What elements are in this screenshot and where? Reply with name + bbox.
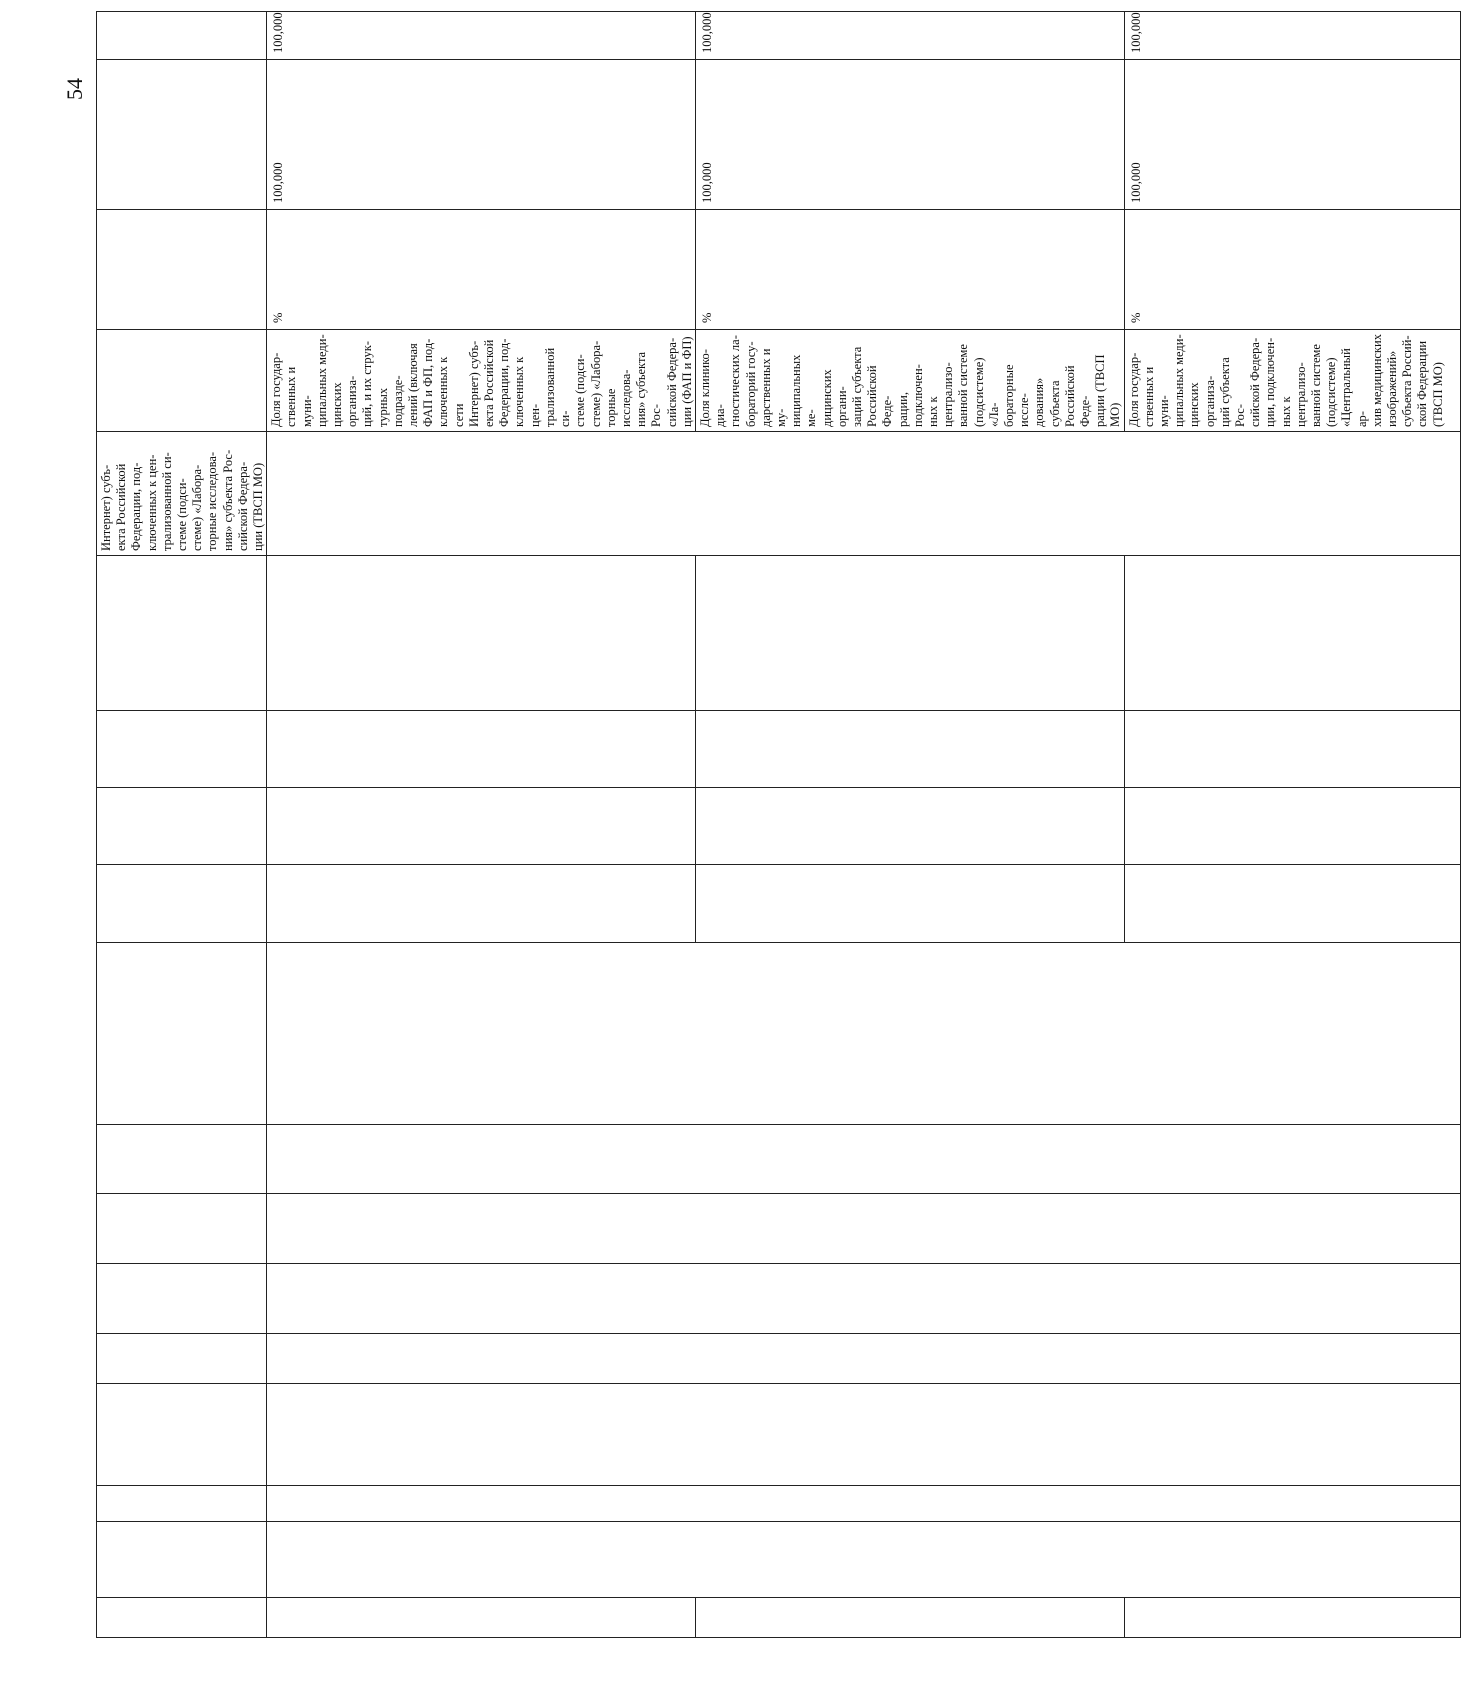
unit-cell — [97, 330, 267, 432]
table-row — [267, 12, 696, 1638]
indicator-text: Доля государ- ственных и муни- ципальных меди- цинских организа- ций субъекта Рос- сийской Федера- ции, подключен- ных к централизо- ванной системе (подсистеме) «Центральный ар- хив медицинских изображений» субъекта Россий- ской Федерации (ТВСП МО) — [1126, 334, 1445, 427]
unit-text — [97, 330, 101, 431]
value-text: 100,000 — [699, 12, 714, 53]
value-text: 100,000 — [1128, 12, 1143, 53]
page-number: 54 — [62, 78, 87, 100]
rotated-table-frame — [96, 12, 1445, 1638]
unit-text: % — [699, 312, 714, 323]
value-text: 100,000 — [1128, 162, 1143, 203]
indicator-text: Доля государ- ственных и муни- ципальных меди- цинских организа- ций, и их струк- турных подразде- лений (включая ФАП и ФП, под- ключенных к сети Интернет) субъ- екта Российской Федерации, под- ключенных к цен- трализованной си- стеме (подси- стеме) «Лабора- торные исследова- ния» субъекта Рос- сийской Федера- ции (ФАП и ФП) — [269, 334, 694, 427]
indicator-cell — [695, 330, 1124, 432]
value-cell — [267, 60, 696, 210]
unit-cell — [1124, 210, 1460, 330]
indicators-table — [96, 11, 1461, 1638]
value-text: 100,000 — [271, 12, 286, 53]
indicator-cell — [1124, 330, 1460, 432]
value-text — [97, 60, 101, 209]
value-cell — [695, 60, 1124, 210]
indicator-cell — [97, 432, 267, 556]
value-cell — [1124, 60, 1460, 210]
value-text — [97, 210, 101, 329]
value-text: 100,000 — [271, 162, 286, 203]
indicator-text: Доля клинико-диа- гностических ла- бораторий госу- дарственных и му- ниципальных ме- дицинских органи- заций субъекта Российской Феде- рации, подключен- ных к централизо- ванной системе (подсистеме) «Ла- бораторные иссле- дования» субъекта Российской Феде- рации (ТВСП МО) — [697, 335, 1123, 427]
value-cell — [97, 210, 267, 330]
value-cell — [267, 12, 696, 60]
unit-text: % — [1128, 312, 1143, 323]
unit-cell — [267, 210, 696, 330]
unit-cell — [695, 210, 1124, 330]
indicator-text: Интернет) субъ- екта Российской Федерации, под- ключенных к цен- трализованной си- стеме (подси- стеме) «Лабора- торные исследова- ния» субъекта Рос- сийской Федера- ции (ТВСП МО) — [99, 449, 266, 551]
value-cell — [97, 60, 267, 210]
value-cell — [695, 12, 1124, 60]
table-row — [97, 12, 267, 1638]
value-cell — [1124, 12, 1460, 60]
indicator-cell — [267, 330, 696, 432]
value-text: 100,000 — [699, 162, 714, 203]
unit-text: % — [271, 312, 286, 323]
